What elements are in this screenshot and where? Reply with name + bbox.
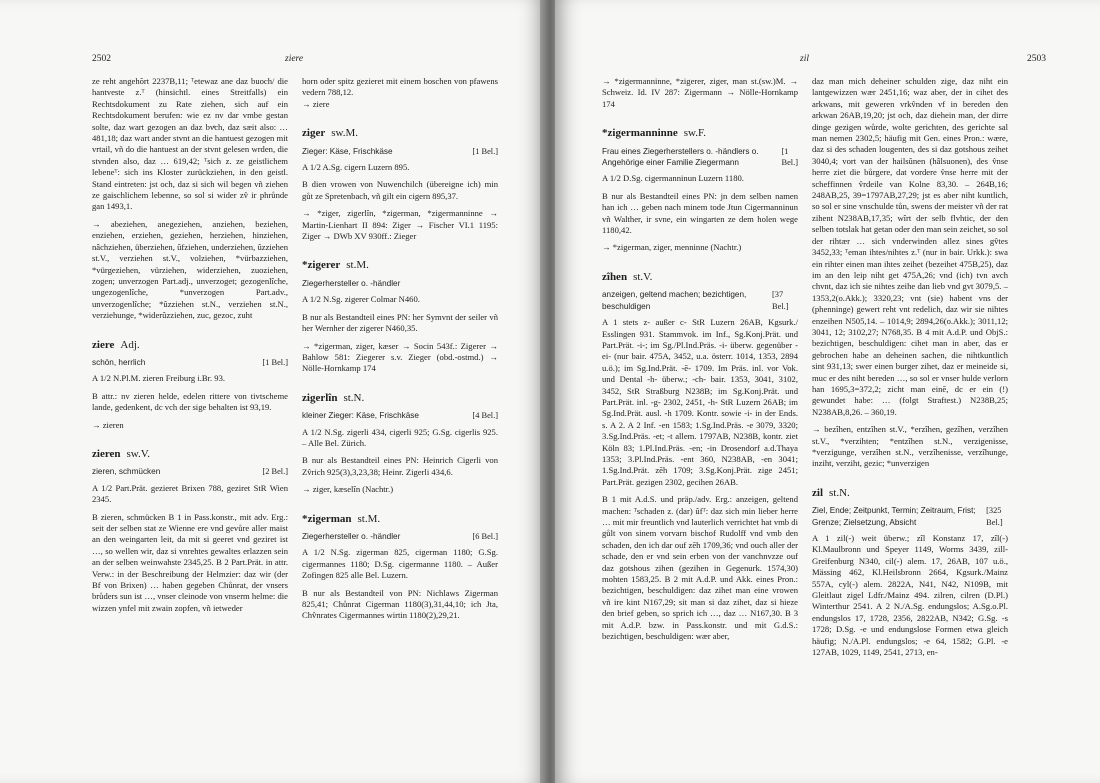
entry-text: daz man mich deheiner schulden zige, daz niht ein lantgewizzen wær 2451,16; waz aber, der in cihet des arkwans, mit geweren vrkv̂nden vf in bereden den arkwan 26AB,19,20; jst och, daz diehein man, der dirre dinge gezigen wůrde, wolte gerichten, des gerichte sal man nemen 2302,5; häufig mit Gen. eines Pron.: wære, daz si des schaden lougenten, des si daz gotshous zeihet 3040,4; vort van der hailsûnen (hâlsuonen), des v̂nse herre ziet die bůrgere, dat vordere v̂nse herre mit der scheffinnen v̂rdeile van Kolne 83,30. – 264B,16; 248AB,25, 39=1797AB,27,29; jst es aber niht kuntlich, so sol er sine vnschulde tůn, swens der meister vñ der rat zihent N238AB,17,35; wîrt der selb flvhtic, der den selben totslak hat getan oder den man sein zeichet, so sol der rihtær … sich vnderwinden allez sines gv̂tes 3452,33; ᵀeman ihtes/nihtes z.ᵀ (nur in bair. Urkk.): swa ein rihter einen man ihtes zeihet (bezeihet 475B,25), daz im an den leip niht get 475A,26; vnd (ich) tvn avch chvnt, daz ich sie nihtes zeihe dan lieb vnd gvt 3079,5. – 1353,2(o.Akk.); 3320,23; vnt (sie) habent vns der (phenninge) gewert reht vnt redelich, daz wir sie nihtes enzeihen N505,14. – 1014,9; 2894,26(o.Akk.); 3011,12; 3041, 12; 3102,27; N768,35. B 4 mit A.d.P. und ObjS.: bezichtigen, beschuldigen: cihet man in aber, das er gebrochen habe an deheinen sachen, die nihtkuntlich sint 931,13; swer einen burger zihet, daz er meineide si, muc er des niht bereden …, so sol er vnser hulde verlorn han 1695,3=372,2; zicht man einē, dc er ein (!) gewundet habe: … (folgt Straftest.) N238B,25; N238AB,8,26. – 360,19. bbox=[812, 76, 1008, 417]
gloss: Ziel, Ende; Zeitpunkt, Termin; Zeitraum, Frist; Grenze; Zielsetzung, Absicht bbox=[812, 506, 976, 527]
meaning-section: B nur als Bestandteil eines PN: jn dem selben namen han ich … geben nach minem tode Jtun Cigermanninun vñ Walther, ir svne, ein wingarten ze dem holen wege 1180,42. bbox=[602, 190, 798, 236]
attestation-count: [37 Bel.] bbox=[772, 290, 789, 311]
lemma-heading bbox=[602, 272, 798, 283]
gloss-line bbox=[302, 278, 498, 289]
part-of-speech: sw.M. bbox=[331, 127, 358, 140]
lemma-heading bbox=[812, 488, 1008, 499]
running-head-left: ziere bbox=[285, 54, 304, 64]
left-column-1 bbox=[92, 76, 288, 614]
cross-reference: → abeziehen, anegeziehen, anziehen, beziehen, enziehen, erziehen, geziehen, herziehen, hinziehen, nâchziehen, überziehen, ûfziehen, underziehen, ûzziehen st.V., verziehen st.V., volziehen, *vürbazziehen, *vürgeziehen, vürziehen, widerziehen, zuoziehen, zogen; unverzogen Part.adj., unverzoget; gezogenlîche, ungezogenlîche, *unverzogen Part.adv., unverzogenlîche; *ûzziehen st.N., verziehen st.N., verziehunge, *widerûzziehen, zuc, gezoc, zuht bbox=[92, 218, 288, 321]
lemma: zieren bbox=[92, 447, 121, 460]
form-section: A 1/2 N.Sg. zigerer Colmar N460. bbox=[302, 294, 420, 305]
part-of-speech: st.N. bbox=[343, 391, 365, 404]
cross-reference: → *zigerman, ziger, kæser → Socin 543f.: Zigerer → Bahlow 581: Ziegerer s.v. Zieger (obd.-ostmd.) → Nölle-Hornkamp 174 bbox=[302, 340, 498, 374]
lemma: *zigermanninne bbox=[602, 127, 678, 140]
lemma-heading bbox=[92, 449, 288, 460]
attestation-count: [1 Bel.] bbox=[472, 146, 498, 156]
gloss: zieren, schmücken bbox=[92, 467, 161, 477]
gloss: Ziegerhersteller o. -händler bbox=[302, 531, 401, 541]
lemma: zigerlîn bbox=[302, 391, 338, 404]
gloss-line bbox=[302, 531, 498, 542]
meaning-section: B nur als Bestandteil eines PN: her Symvnt der seiler vñ her Wernher der zigerer N460,35. bbox=[302, 311, 498, 334]
gloss: Ziegerhersteller o. -händler bbox=[302, 278, 401, 288]
right-column-1 bbox=[602, 76, 798, 642]
entry-text: ze reht angehõrt 2237B,11; ᵀetewaz ane daz buoch/ die hantveste z.ᵀ (hinsichtl. eines Streitfalls) ein Rechtsdokument zu Rate ziehen, sich auf ein Rechtsdokument berufen: wie ez nv dar vmbe gestan solte, daz wart gezogen an daz bvͤch, daz sæit also: … 481,18; daz wart ander stvnt an die hantuest gezogen mit vrtail, vñ do die hantuest an der stvnt gelesen wrden, die stvnden also, daz … 619,42; ᵀsich z. ze geistlichem lebeneᵀ: sich ins Kloster zurückziehen, in den geistl. Stand eintreten: jst och, daz si sich wil begen vñ ziehen ze gaischlichem lebenne, so sol si wider zv̂ ir phrůnde gan 1493,1. bbox=[92, 76, 288, 212]
cross-reference: → bezîhen, entzîhen st.V., *erzîhen, gezîhen, verzîhen st.V., *verzihten; *entzîhen st.N., verzigenisse, *verzigunge, verzîhen st.N., verzîhenisse, verzîhunge, inziht, verziht, gezic; *unverzigen bbox=[812, 424, 1008, 469]
part-of-speech: st.V. bbox=[633, 270, 653, 283]
cross-reference: → zieren bbox=[92, 419, 124, 430]
cross-reference: → *zigerman, ziger, menninne (Nachtr.) bbox=[602, 242, 742, 253]
form-section: A 1/2 Part.Prät. gezieret Brixen 788, geziret StR Wien 2345. bbox=[92, 482, 288, 505]
left-page bbox=[0, 0, 545, 783]
page-number-right: 2503 bbox=[1027, 54, 1046, 64]
gloss: Frau eines Ziegerherstellers o. -händlers o. Angehörige einer Familie Ziegermann bbox=[602, 146, 759, 168]
part-of-speech: sw.V. bbox=[126, 447, 151, 460]
lemma-heading bbox=[302, 128, 498, 139]
meaning-section: B attr.: nv zieren helde, edelen rittere von tivtschemе lande, gedenkent, dc vch der sige behalten ist 93,19. bbox=[92, 390, 288, 413]
lemma: zîhen bbox=[602, 270, 628, 283]
gloss: anzeigen, geltend machen; bezichtigen, beschuldigen bbox=[602, 290, 747, 311]
lemma: zil bbox=[812, 486, 823, 499]
lemma: *zigerer bbox=[302, 259, 341, 272]
gloss-line bbox=[92, 466, 288, 477]
cross-reference: → *zigermanninne, *zigerer, ziger, man st.(sw.)M. → Schweiz. Id. IV 287: Zigermann → Nölle-Hornkamp 174 bbox=[602, 76, 798, 109]
gloss-line bbox=[602, 289, 798, 312]
cross-reference: → *ziger, zigerlîn, *zigerman, *zigermanninne → Martin-Lienhart II 894: Ziger → Fischer VI.1 1195: Ziger → DWb XV 930ff.: Zieger bbox=[302, 208, 498, 242]
form-section: A 1/2 N.Sg. zigerman 825, cigerman 1180; G.Sg. cigermannes 1180; D.Sg. cigermanne 1180. – Außer Zofingen 825 alle Bel. Luzern. bbox=[302, 547, 498, 581]
attestation-count: [1 Bel.] bbox=[781, 146, 798, 168]
entry-text: horn oder spitz gezieret mit einem boschen von pfawens vedern 788,12. bbox=[302, 76, 498, 98]
gloss-line bbox=[302, 410, 498, 421]
part-of-speech: Adj. bbox=[120, 338, 140, 351]
form-section: A 1/2 N.Pl.M. zieren Freiburg i.Br. 93. bbox=[92, 373, 226, 384]
lemma: ziere bbox=[92, 338, 115, 351]
part-of-speech: st.M. bbox=[357, 512, 381, 525]
cross-reference: → ziger, kæselîn (Nachtr.) bbox=[302, 484, 394, 495]
attestation-count: [1 Bel.] bbox=[262, 357, 288, 367]
attestation-count: [6 Bel.] bbox=[472, 531, 498, 541]
gloss-line bbox=[92, 357, 288, 368]
part-of-speech: st.M. bbox=[346, 259, 369, 272]
lemma-heading bbox=[302, 393, 498, 404]
meaning-section: B 1 mit A.d.S. und präp./adv. Erg.: anzeigen, geltend machen: ᵀschaden z. (dar) ûfᵀ: daz sich min lieber herre … mit mir freuntlich vnd lauterlich verrichtet hat vmb di gůlt von sinem vorvarn bischof Rudolff vnd vmb den schaden, den ich dar ouf zēh 1709,36; vnd ouch aller der schade, den er vnd sein erben von der vanchnvzze ouf daz gotshous zihen (gezihen in Gegenurk. 1574,30) mohten 1583,25. B 2 mit A.d.P. und Akk. eines Pron.: bezichtigen, beschuldigen: daz zihet man eine vrowen vñ ire kint N167,29; sit man si daz zihet, daz si hieze den brief geben, so sprich ich …, daz … N167,30. B 3 mit A.d.P. bzw. in Pass.konstr. und mit G.d.S.: bezichtigen, beschuldigen: wær aber, bbox=[602, 494, 798, 642]
lemma-heading bbox=[302, 514, 498, 525]
lemma-heading bbox=[92, 340, 288, 351]
gloss-line bbox=[812, 505, 1008, 528]
gloss-line bbox=[602, 146, 798, 169]
form-section: A 1/2 D.Sg. cigermanninun Luzern 1180. bbox=[602, 173, 744, 184]
form-section: A 1/2 N.Sg. zigerli 434, cigerli 925; G.Sg. cigerlis 925. – Alle Bel. Zürich. bbox=[302, 426, 498, 448]
page-number-left: 2502 bbox=[92, 54, 111, 64]
gloss-line bbox=[302, 146, 498, 157]
attestation-count: [4 Bel.] bbox=[472, 411, 498, 421]
lemma-heading bbox=[602, 128, 798, 139]
form-section: A 1 zil(-) weit überw.; zîl Konstanz 17, zîl(-) Kl.Maulbronn und Speyer 1149, Worms 3439, zill-Greifenburg N340, cil(-) alem. 17, 26AB, 107 u.ö., Mässing 462, Kl.Heilsbronn 2664, Kgsurk./Mainz 557A, cyl(-) alem. 2822A, N41, N42, N109B, mit Gleitlaut zigel Ldfr./Mainz 494. zilren, cilren (D.Pl.) Winterthur 2541. A 2 N./A.Sg. endungslos; A.Sg.o.Pl. endungslos 17, 1728, 2356, 2822AB, N342; G.Sg. -s 1728; D.Sg. -e und endungslose Formen etwa gleich häufig; N./A.Pl. endungslos; -e 64, 1582; G.Pl. -e 127AB, 1029, 1149, 2541, 2713, en- bbox=[812, 533, 1008, 658]
form-section: A 1 stets z- außer c- StR Luzern 26AB, Kgsurk./ Esslingen 931. Stammvok. im Inf., Sg.Konj.Prät. und Part.Prät. -i-; im Sg./Pl.Ind.Präs. -i- überw. gegenüber -ei- (nur bair. 475A, 3452, u.a. österr. 1014, 1353, 2894 u.ö.); im Sg.Ind.Prät. -ē- 1709. Im Präs. inl. vor Vok. und Dental -h- überw.; -ch- bair. 1353, 3041, 3102, 3452, StR Straßburg N238B; im Sg.Konj.Prät. und Part.Prät. inl. -g- 2302, 2451, -h- StR Luzern 26AB; im Sg.Ind.Prät. ausl. -h 1709. Kontr. sowie -i- in der Ends. s. A 2. A 2 Inf. -en 1583; 1.Sg.Ind.Präs. -e 3079, 3320; 3.Sg.Ind.Präs. -et; -t allem. 1797AB, N238B, kontr. ziet Köln 83; 1.Pl.Ind.Präs. -en; -in Drosendorf a.d.Thaya 1353; 3.Pl.Ind.Präs. -ent 360, N238AB, -en 3041; 1.Sg.Ind.Prät. zēh 1709; 3.Sg.Konj.Prät. zige 2451; Part.Prät. gezigen 2302, gecihen 26AB. bbox=[602, 317, 798, 487]
lemma-heading bbox=[302, 260, 498, 271]
attestation-count: [2 Bel.] bbox=[262, 467, 288, 477]
right-column-2 bbox=[812, 76, 1008, 659]
meaning-section: B dien vrowen von Nuwenchilch (übereigne ich) min gůt ze Spretenbach, vñ gilt ein cigern 895,37. bbox=[302, 179, 498, 201]
attestation-count: [325 Bel.] bbox=[986, 506, 1003, 527]
part-of-speech: sw.F. bbox=[683, 127, 707, 140]
lemma: *zigerman bbox=[302, 512, 352, 525]
lemma: ziger bbox=[302, 127, 326, 140]
right-page bbox=[555, 0, 1100, 783]
gloss: schön, herrlich bbox=[92, 357, 146, 367]
cross-reference: → ziere bbox=[302, 98, 330, 109]
meaning-section: B zieren, schmücken B 1 in Pass.konstr., mit adv. Erg.: seit der selben stat ze Wienne ere vnd gevůre aller maist an den weingarten leit, da mit si geeret vnd geziret ist …, so wellen wir, daz si vnrehtes gewaltes erlazzen sein an der selben weinwahste 2345,25. B 2 Part.Prät. in attr. Verw.: in der Beschreibung der Helmzier: daz wir (der Bf von Brixen) … haben gegeben Chůnrat, der vnsers brůders sun ist …, vnser cleinode von vnserm helme: die wizzen ynfel mit zwain zopfen, vñ ietweder bbox=[92, 511, 288, 613]
gloss: Zieger: Käse, Frischkäse bbox=[302, 146, 393, 156]
part-of-speech: st.N. bbox=[829, 486, 850, 499]
form-section: A 1/2 A.Sg. cigern Luzern 895. bbox=[302, 162, 410, 173]
meaning-section: B nur als Bestandteil eines PN: Heinrich Cigerli von Zv̂rich 925(3),3,23,38; Heinr. Zigerli 434,6. bbox=[302, 455, 498, 477]
running-head-right: zil bbox=[800, 54, 809, 64]
left-column-2 bbox=[302, 76, 498, 622]
gloss: kleiner Zieger: Käse, Frischkäse bbox=[302, 411, 419, 421]
meaning-section: B nur als Bestandteil von PN: Nichlaws Zigerman 825,41; Chůnrat Cigerman 1180(3),31,44,10; ich Jta, Chv̂nrates Cigermannes wirtin 1180(2),29,21. bbox=[302, 587, 498, 621]
